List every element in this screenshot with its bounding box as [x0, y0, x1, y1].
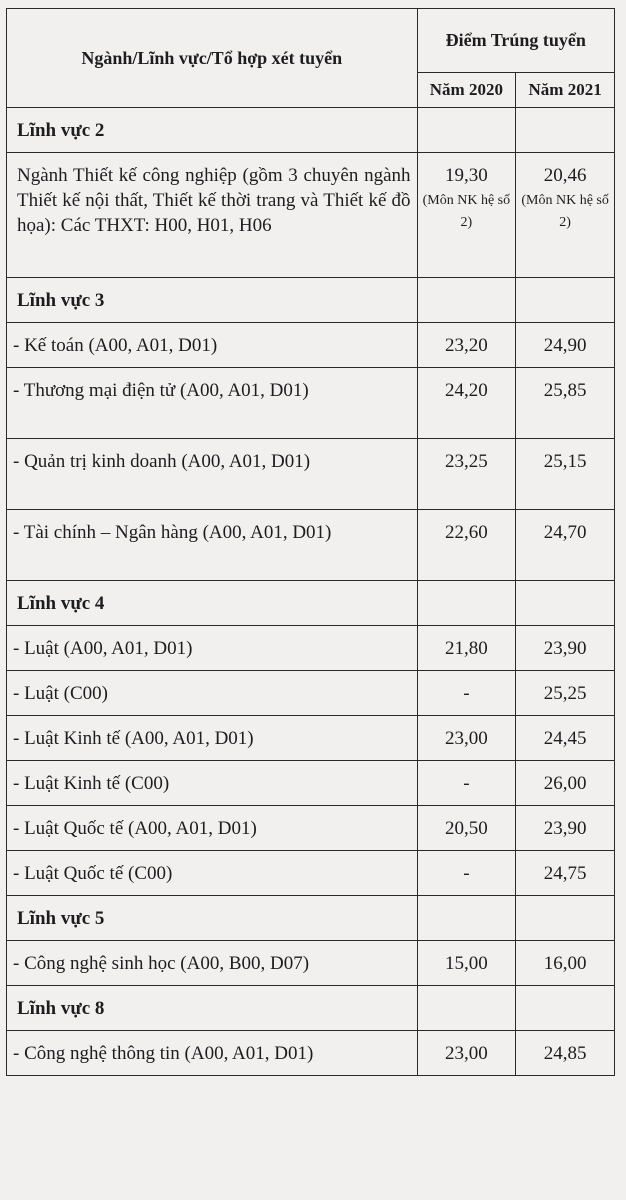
program-name: - Quản trị kinh doanh (A00, A01, D01) [7, 439, 418, 510]
score-2021: 26,00 [516, 761, 615, 806]
table-row [7, 716, 615, 761]
score-2020: 15,00 [417, 941, 516, 986]
program-name: - Luật Quốc tế (C00) [7, 851, 418, 896]
program-name: - Tài chính – Ngân hàng (A00, A01, D01) [7, 510, 418, 581]
table-row [7, 941, 615, 986]
score-2021: 23,90 [516, 806, 615, 851]
field-name: Lĩnh vực 8 [7, 986, 418, 1031]
year-2020-header: Năm 2020 [417, 72, 516, 107]
score-2021: 20,46 [543, 165, 587, 186]
score-2021: 16,00 [516, 941, 615, 986]
score-2020-cell [417, 153, 516, 278]
score-2021-cell [516, 153, 615, 278]
score-2020: 24,20 [417, 368, 516, 439]
program-name: Ngành Thiết kế công nghiệp (gồm 3 chuyên ngành Thiết kế nội thất, Thiết kế thời trang và Thiết kế đồ họa): Các THXT: H00, H01, H06 [7, 153, 418, 278]
program-name: - Luật Quốc tế (A00, A01, D01) [7, 806, 418, 851]
score-2021: 25,85 [516, 368, 615, 439]
score-2021: 24,45 [516, 716, 615, 761]
table-row [7, 1031, 615, 1076]
score-2020: 23,00 [417, 1031, 516, 1076]
table-row [7, 368, 615, 439]
score-2020: - [417, 761, 516, 806]
program-name: - Công nghệ thông tin (A00, A01, D01) [7, 1031, 418, 1076]
field-name: Lĩnh vực 4 [7, 581, 418, 626]
table-row [7, 671, 615, 716]
year-2021-header: Năm 2021 [516, 72, 615, 107]
program-name: - Luật (C00) [7, 671, 418, 716]
score-2020: 19,30 [445, 165, 488, 186]
field-row [7, 581, 615, 626]
score-2020: 23,20 [417, 323, 516, 368]
score-2020: 20,50 [417, 806, 516, 851]
score-2021: 25,15 [516, 439, 615, 510]
score-2021: 24,85 [516, 1031, 615, 1076]
field-row [7, 108, 615, 153]
table-row [7, 439, 615, 510]
field-name: Lĩnh vực 5 [7, 896, 418, 941]
score-2021-note: (Môn NK hệ số 2) [521, 193, 609, 230]
score-2021: 23,90 [516, 626, 615, 671]
score-2020: - [417, 851, 516, 896]
score-2021: 24,70 [516, 510, 615, 581]
score-2020: 22,60 [417, 510, 516, 581]
field-name: Lĩnh vực 2 [7, 108, 418, 153]
field-row [7, 986, 615, 1031]
program-name: - Thương mại điện tử (A00, A01, D01) [7, 368, 418, 439]
table-row [7, 806, 615, 851]
field-name: Lĩnh vực 3 [7, 278, 418, 323]
table-row [7, 851, 615, 896]
score-2020: 23,00 [417, 716, 516, 761]
table-row [7, 323, 615, 368]
table-row [7, 761, 615, 806]
program-name: - Kế toán (A00, A01, D01) [7, 323, 418, 368]
program-name: - Luật Kinh tế (C00) [7, 761, 418, 806]
score-2021: 25,25 [516, 671, 615, 716]
score-2021: 24,75 [516, 851, 615, 896]
score-2020-note: (Môn NK hệ số 2) [422, 193, 511, 230]
score-2020: - [417, 671, 516, 716]
score-2021: 24,90 [516, 323, 615, 368]
score-2020: 23,25 [417, 439, 516, 510]
table-row [7, 153, 615, 278]
program-name: - Luật (A00, A01, D01) [7, 626, 418, 671]
score-2020: 21,80 [417, 626, 516, 671]
table-row [7, 626, 615, 671]
program-name: - Luật Kinh tế (A00, A01, D01) [7, 716, 418, 761]
score-group-header: Điểm Trúng tuyển [417, 9, 614, 73]
field-row [7, 278, 615, 323]
program-name: - Công nghệ sinh học (A00, B00, D07) [7, 941, 418, 986]
program-column-header: Ngành/Lĩnh vực/Tổ hợp xét tuyển [7, 9, 418, 108]
field-row [7, 896, 615, 941]
table-row [7, 510, 615, 581]
admission-scores-table [6, 8, 615, 1076]
